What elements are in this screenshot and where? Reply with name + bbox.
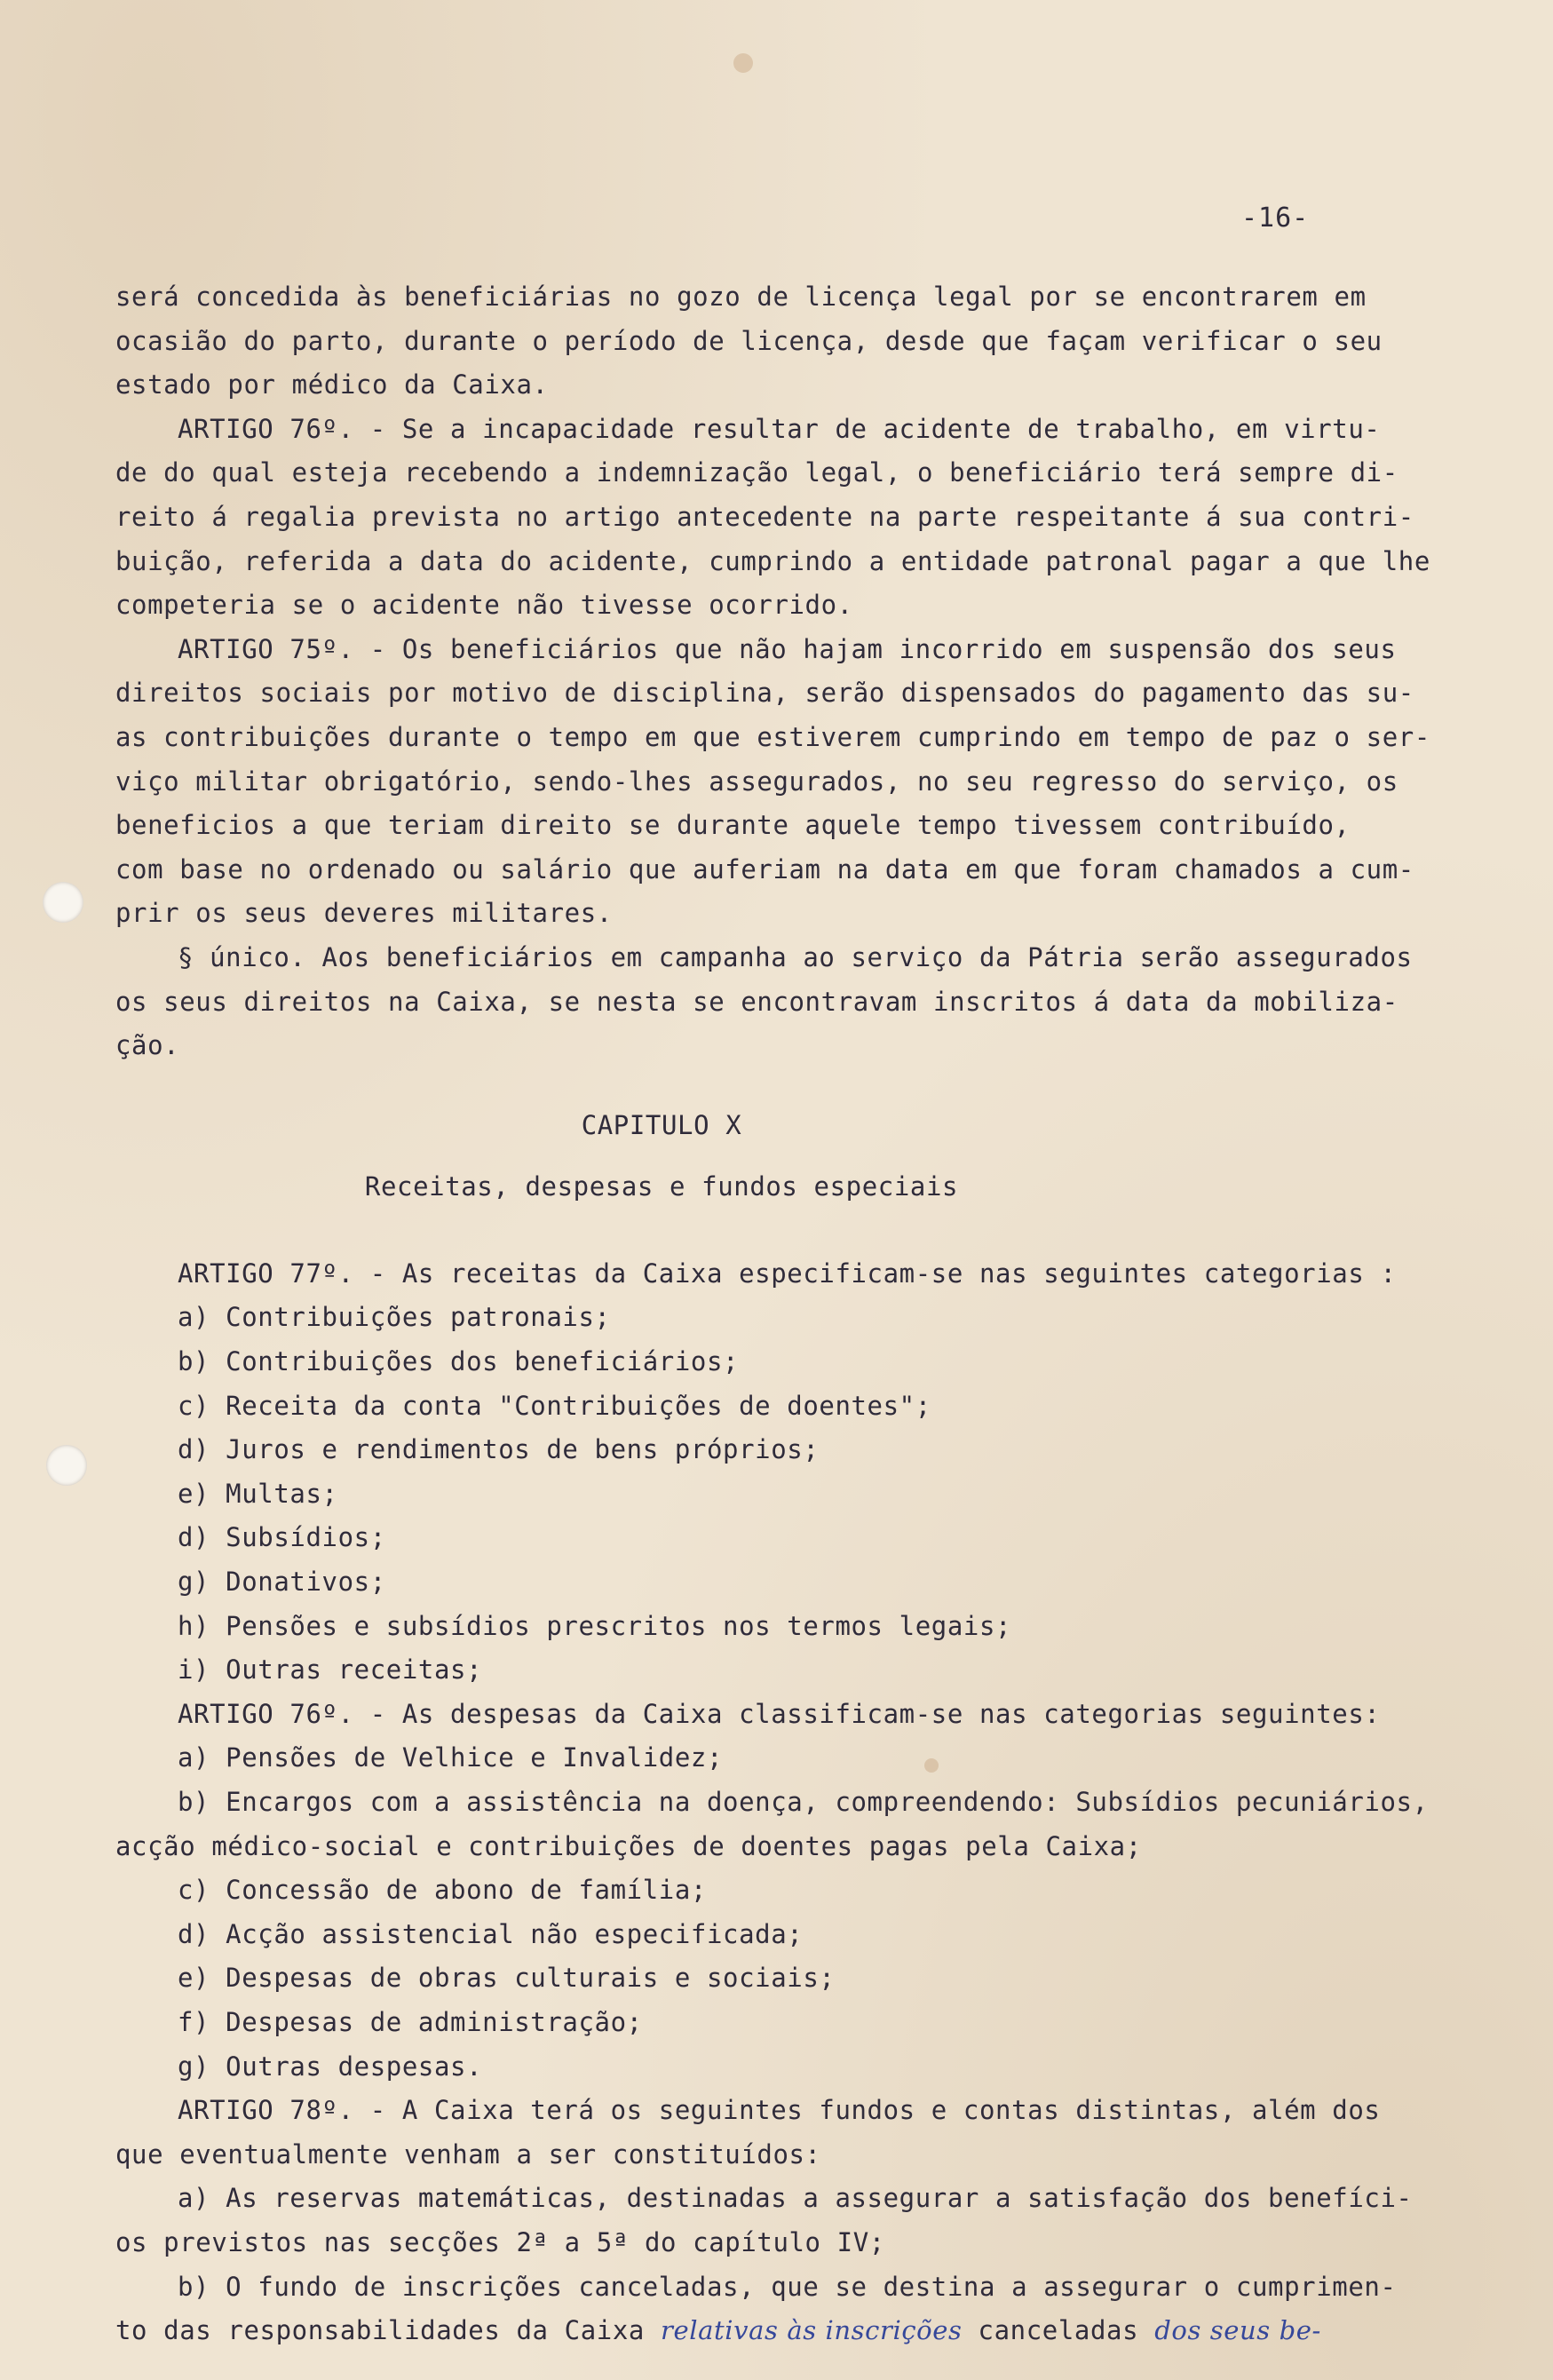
text-line: § único. Aos beneficiários em campanha ao serviço da Pátria serão assegurados xyxy=(178,941,1413,972)
list-item: c) Concessão de abono de família; xyxy=(178,1875,707,1906)
list-item: b) Contribuições dos beneficiários; xyxy=(178,1346,740,1377)
list-item: d) Juros e rendimentos de bens próprios; xyxy=(178,1434,820,1465)
text-line-with-handwriting xyxy=(115,2309,1403,2353)
text-line: viço militar obrigatório, sendo-lhes assegurados, no seu regresso do serviço, os xyxy=(115,766,1398,797)
article-heading-line: ARTIGO 76º. - As despesas da Caixa classificam-se nas categorias seguintes: xyxy=(178,1698,1381,1729)
text-line: ocasião do parto, durante o período de licença, desde que façam verificar o seu xyxy=(115,325,1383,356)
text-line: os seus direitos na Caixa, se nesta se encontravam inscritos á data da mobiliza- xyxy=(115,986,1398,1017)
text-line: será concedida às beneficiárias no gozo de licença legal por se encontrarem em xyxy=(115,282,1367,312)
text-line: os previstos nas secções 2ª a 5ª do capítulo IV; xyxy=(115,2226,885,2257)
list-item: b) Encargos com a assistência na doença, compreendendo: Subsídios pecuniários, xyxy=(178,1787,1429,1817)
list-item: a) Pensões de Velhice e Invalidez; xyxy=(178,1742,724,1773)
text-line: ção. xyxy=(115,1030,180,1061)
text-line: direitos sociais por motivo de disciplina, serão dispensados do pagamento das su- xyxy=(115,678,1414,709)
article-77 xyxy=(115,1252,1403,1693)
chapter-subtitle: Receitas, despesas e fundos especiais xyxy=(364,1171,959,1202)
text-line: acção médico-social e contribuições de doentes pagas pela Caixa; xyxy=(115,1830,1142,1861)
list-item: d) Acção assistencial não especificada; xyxy=(178,1918,804,1949)
handwritten-annotation: dos seus be- xyxy=(1154,2315,1321,2346)
chapter-heading: CAPITULO X xyxy=(581,1109,742,1140)
text-line: reito á regalia prevista no artigo antecedente na parte respeitante á sua contri- xyxy=(115,501,1414,532)
text-line: as contribuições durante o tempo em que estiverem cumprindo em tempo de paz o ser- xyxy=(115,721,1430,752)
text-line: com base no ordenado ou salário que auferiam na data em que foram chamados a cum- xyxy=(115,853,1414,885)
list-item: i) Outras receitas; xyxy=(178,1654,483,1686)
list-item: f) Despesas de administração; xyxy=(178,2006,643,2037)
document-body xyxy=(115,275,1430,2353)
list-item: g) Outras despesas. xyxy=(178,2051,483,2082)
punch-hole xyxy=(46,1445,87,1486)
text-line: prir os seus deveres militares. xyxy=(115,898,613,929)
text-line: beneficios a que teriam direito se durante aquele tempo tivessem contribuído, xyxy=(115,810,1351,841)
article-76 xyxy=(115,408,1430,628)
list-item: a) Contribuições patronais; xyxy=(178,1302,611,1333)
list-item: h) Pensões e subsídios prescritos nos termos legais; xyxy=(178,1610,1012,1641)
text-line: estado por médico da Caixa. xyxy=(115,369,549,401)
article-78 xyxy=(115,2089,1413,2353)
article-76b xyxy=(115,1693,1429,2089)
list-item: e) Despesas de obras culturais e sociais; xyxy=(178,1963,836,1994)
typed-text: canceladas xyxy=(978,2315,1139,2346)
text-line: buição, referida a data do acidente, cumprindo a entidade patronal pagar a que lhe xyxy=(115,545,1430,576)
typed-text: to das responsabilidades da Caixa xyxy=(115,2315,645,2346)
article-heading-line: ARTIGO 76º. - Se a incapacidade resultar de acidente de trabalho, em virtu- xyxy=(178,413,1381,444)
article-heading-line: ARTIGO 78º. - A Caixa terá os seguintes fundos e contas distintas, além dos xyxy=(178,2095,1381,2126)
paper-stain xyxy=(733,53,753,73)
list-item: a) As reservas matemáticas, destinadas a assegurar a satisfação dos benefíci- xyxy=(178,2183,1413,2214)
list-item: e) Multas; xyxy=(178,1478,338,1509)
list-item: d) Subsídios; xyxy=(178,1522,386,1553)
article-75 xyxy=(115,628,1430,936)
punch-hole xyxy=(43,882,83,923)
text-line: competeria se o acidente não tivesse ocorrido. xyxy=(115,590,853,621)
handwritten-annotation: relativas às inscrições xyxy=(661,2315,963,2346)
article-heading-line: ARTIGO 77º. - As receitas da Caixa especificam-se nas seguintes categorias : xyxy=(178,1257,1397,1289)
article-heading-line: ARTIGO 75º. - Os beneficiários que não hajam incorrido em suspensão dos seus xyxy=(178,633,1397,664)
text-line: que eventualmente venham a ser constituídos: xyxy=(115,2138,821,2170)
paragraph-unico xyxy=(115,936,1413,1068)
list-item: b) O fundo de inscrições canceladas, que se destina a assegurar o cumprimen- xyxy=(178,2271,1397,2302)
list-item: g) Donativos; xyxy=(178,1567,386,1598)
paragraph-continuation xyxy=(115,275,1403,408)
text-line: de do qual esteja recebendo a indemnização legal, o beneficiário terá sempre di- xyxy=(115,457,1398,488)
list-item: c) Receita da conta "Contribuições de doentes"; xyxy=(178,1390,931,1421)
page-number: -16- xyxy=(1241,202,1310,234)
